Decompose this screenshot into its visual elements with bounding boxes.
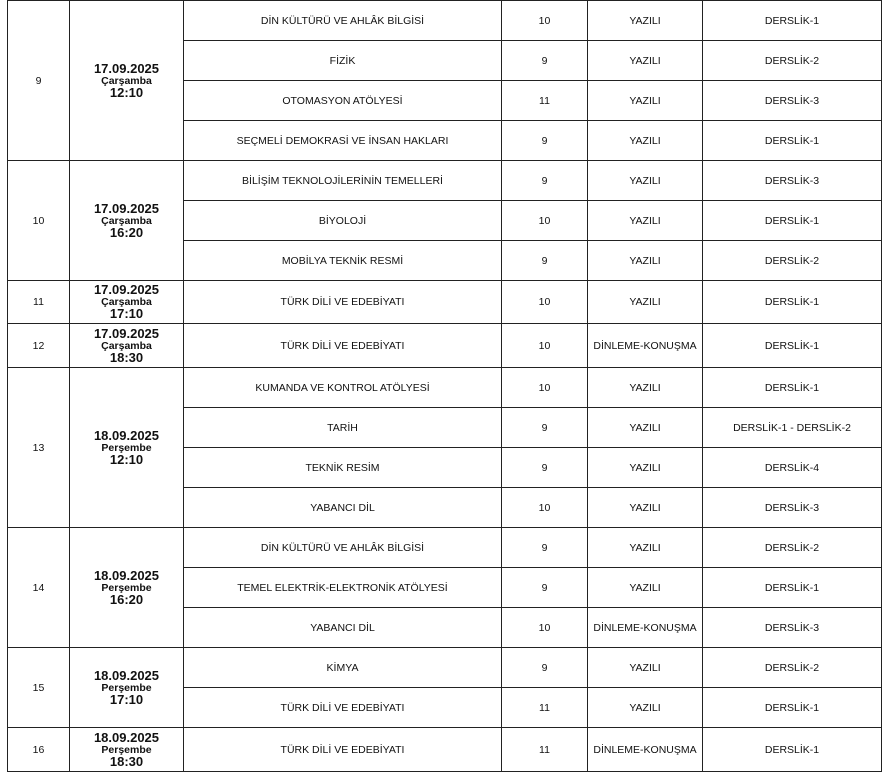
course-name: KİMYA	[184, 648, 502, 688]
exam-type: YAZILI	[588, 368, 703, 408]
exam-datetime	[70, 161, 184, 281]
exam-type: DİNLEME-KONUŞMA	[588, 608, 703, 648]
exam-date: 17.09.2025	[93, 282, 160, 297]
classroom: DERSLİK-1	[703, 368, 882, 408]
course-name: TÜRK DİLİ VE EDEBİYATI	[184, 728, 502, 772]
classroom: DERSLİK-2	[703, 241, 882, 281]
exam-time: 18:30	[109, 753, 144, 769]
exam-type: YAZILI	[588, 648, 703, 688]
table-row	[8, 368, 882, 408]
exam-type: YAZILI	[588, 41, 703, 81]
exam-day: Perşembe	[101, 681, 152, 694]
exam-day: Çarşamba	[101, 339, 152, 352]
grade-level: 9	[502, 161, 588, 201]
grade-level: 9	[502, 41, 588, 81]
course-name: TEMEL ELEKTRİK-ELEKTRONİK ATÖLYESİ	[184, 568, 502, 608]
exam-type: YAZILI	[588, 528, 703, 568]
classroom: DERSLİK-1	[703, 201, 882, 241]
exam-type: YAZILI	[588, 568, 703, 608]
exam-time: 18:30	[109, 349, 144, 365]
course-name: TÜRK DİLİ VE EDEBİYATI	[184, 324, 502, 368]
exam-day: Çarşamba	[101, 214, 152, 227]
table-row	[8, 161, 882, 201]
exam-type: DİNLEME-KONUŞMA	[588, 728, 703, 772]
grade-level: 10	[502, 201, 588, 241]
grade-level: 10	[502, 608, 588, 648]
course-name: OTOMASYON ATÖLYESİ	[184, 81, 502, 121]
classroom: DERSLİK-1	[703, 688, 882, 728]
exam-time: 17:10	[109, 691, 144, 707]
exam-schedule-table	[7, 0, 882, 772]
grade-level: 10	[502, 368, 588, 408]
course-name: SEÇMELİ DEMOKRASİ VE İNSAN HAKLARI	[184, 121, 502, 161]
table-row	[8, 281, 882, 324]
exam-day: Çarşamba	[101, 296, 152, 308]
exam-time: 12:10	[109, 451, 144, 467]
course-name: TEKNİK RESİM	[184, 448, 502, 488]
classroom: DERSLİK-1	[703, 728, 882, 772]
exam-datetime	[70, 528, 184, 648]
grade-level: 9	[502, 448, 588, 488]
grade-level: 9	[502, 241, 588, 281]
exam-type: YAZILI	[588, 241, 703, 281]
exam-day: Perşembe	[101, 581, 152, 594]
exam-type: YAZILI	[588, 688, 703, 728]
course-name: TÜRK DİLİ VE EDEBİYATI	[184, 281, 502, 324]
exam-datetime	[70, 1, 184, 161]
course-name: YABANCI DİL	[184, 608, 502, 648]
exam-date: 17.09.2025	[93, 325, 160, 341]
course-name: YABANCI DİL	[184, 488, 502, 528]
exam-time: 16:20	[109, 224, 144, 240]
exam-date: 17.09.2025	[93, 200, 160, 216]
course-name: TARİH	[184, 408, 502, 448]
exam-date: 18.09.2025	[93, 427, 160, 443]
grade-level: 11	[502, 728, 588, 772]
exam-date: 17.09.2025	[93, 60, 160, 76]
exam-date: 18.09.2025	[93, 567, 160, 583]
exam-day: Perşembe	[101, 743, 152, 756]
exam-datetime	[70, 324, 184, 368]
grade-level: 9	[502, 121, 588, 161]
exam-number: 11	[8, 281, 70, 324]
classroom: DERSLİK-3	[703, 81, 882, 121]
exam-number: 14	[8, 528, 70, 648]
exam-datetime	[70, 648, 184, 728]
classroom: DERSLİK-4	[703, 448, 882, 488]
classroom: DERSLİK-1	[703, 324, 882, 368]
exam-datetime	[70, 281, 184, 324]
grade-level: 11	[502, 81, 588, 121]
classroom: DERSLİK-2	[703, 528, 882, 568]
grade-level: 11	[502, 688, 588, 728]
course-name: DİN KÜLTÜRÜ VE AHLÂK BİLGİSİ	[184, 528, 502, 568]
grade-level: 9	[502, 408, 588, 448]
grade-level: 10	[502, 324, 588, 368]
exam-number: 12	[8, 324, 70, 368]
exam-number: 10	[8, 161, 70, 281]
grade-level: 9	[502, 568, 588, 608]
exam-time: 16:20	[109, 591, 144, 607]
classroom: DERSLİK-2	[703, 41, 882, 81]
classroom: DERSLİK-3	[703, 608, 882, 648]
table-row	[8, 324, 882, 368]
classroom: DERSLİK-1 - DERSLİK-2	[703, 408, 882, 448]
classroom: DERSLİK-1	[703, 1, 882, 41]
exam-type: YAZILI	[588, 408, 703, 448]
classroom: DERSLİK-1	[703, 281, 882, 324]
course-name: BİYOLOJİ	[184, 201, 502, 241]
classroom: DERSLİK-1	[703, 568, 882, 608]
grade-level: 10	[502, 488, 588, 528]
exam-type: DİNLEME-KONUŞMA	[588, 324, 703, 368]
classroom: DERSLİK-2	[703, 648, 882, 688]
table-row	[8, 728, 882, 772]
exam-type: YAZILI	[588, 81, 703, 121]
classroom: DERSLİK-3	[703, 488, 882, 528]
exam-type: YAZILI	[588, 1, 703, 41]
course-name: TÜRK DİLİ VE EDEBİYATI	[184, 688, 502, 728]
course-name: MOBİLYA TEKNİK RESMİ	[184, 241, 502, 281]
exam-number: 15	[8, 648, 70, 728]
exam-date: 18.09.2025	[93, 729, 160, 745]
course-name: KUMANDA VE KONTROL ATÖLYESİ	[184, 368, 502, 408]
table-row	[8, 648, 882, 688]
exam-day: Perşembe	[101, 441, 152, 454]
exam-number: 13	[8, 368, 70, 528]
grade-level: 10	[502, 281, 588, 324]
table-row	[8, 1, 882, 41]
exam-type: YAZILI	[588, 201, 703, 241]
exam-datetime	[70, 728, 184, 772]
exam-type: YAZILI	[588, 448, 703, 488]
exam-type: YAZILI	[588, 161, 703, 201]
exam-number: 16	[8, 728, 70, 772]
exam-type: YAZILI	[588, 121, 703, 161]
course-name: FİZİK	[184, 41, 502, 81]
grade-level: 10	[502, 1, 588, 41]
exam-time: 17:10	[109, 306, 144, 321]
exam-schedule-body	[8, 1, 882, 772]
table-row	[8, 528, 882, 568]
exam-number: 9	[8, 1, 70, 161]
exam-day: Çarşamba	[101, 74, 152, 87]
course-name: DİN KÜLTÜRÜ VE AHLÂK BİLGİSİ	[184, 1, 502, 41]
exam-date: 18.09.2025	[93, 667, 160, 683]
classroom: DERSLİK-3	[703, 161, 882, 201]
exam-type: YAZILI	[588, 281, 703, 324]
grade-level: 9	[502, 528, 588, 568]
exam-datetime	[70, 368, 184, 528]
course-name: BİLİŞİM TEKNOLOJİLERİNİN TEMELLERİ	[184, 161, 502, 201]
grade-level: 9	[502, 648, 588, 688]
exam-time: 12:10	[109, 84, 144, 100]
classroom: DERSLİK-1	[703, 121, 882, 161]
exam-type: YAZILI	[588, 488, 703, 528]
